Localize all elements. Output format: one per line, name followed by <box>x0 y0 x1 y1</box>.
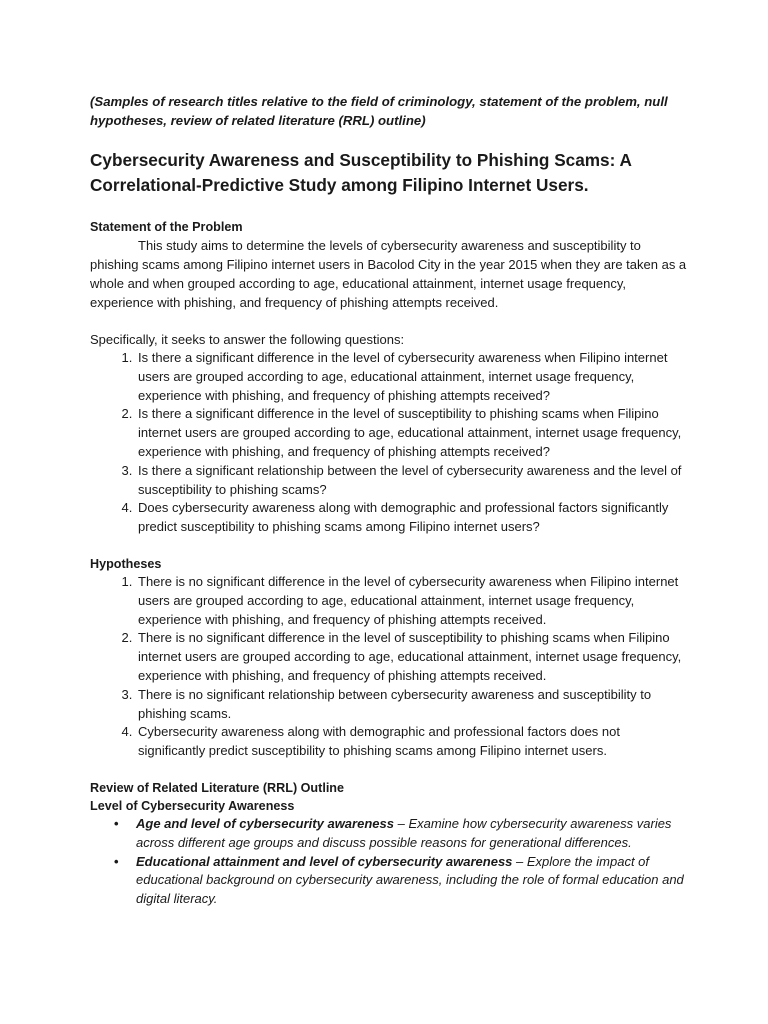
document-title: Cybersecurity Awareness and Susceptibility to Phishing Scams: A Correlational-Predictive Study among Filipino Internet Users. <box>90 150 632 195</box>
list-item: 3. Is there a significant relationship between the level of cybersecurity awareness and the level of susceptibility to phishing scams? <box>136 462 688 500</box>
rrl-heading: Review of Related Literature (RRL) Outline <box>90 780 345 795</box>
hypotheses-heading: Hypotheses <box>90 556 162 571</box>
intro-note: (Samples of research titles relative to the field of criminology, statement of the problem, null hypotheses, review of related literature (RRL) outline) <box>90 94 668 128</box>
list-item: 2. There is no significant difference in the level of susceptibility to phishing scams when Filipino internet users are grouped according to age, educational attainment, internet usage frequency, experience with phishing, and frequency of phishing attempts received. <box>136 629 688 685</box>
list-item: 2. Is there a significant difference in the level of susceptibility to phishing scams when Filipino internet users are grouped according to age, educational attainment, internet usage frequency, experience with phishing, and frequency of phishing attempts received? <box>136 405 688 461</box>
spacer <box>90 761 688 779</box>
questions-list <box>90 349 688 537</box>
list-item: 1. Is there a significant difference in the level of cybersecurity awareness when Filipino internet users are grouped according to age, educational attainment, internet usage frequency, experience with phishing, and frequency of phishing attempts received? <box>136 349 688 405</box>
rrl-item-dash: – <box>512 853 527 869</box>
bullet-icon: • <box>114 853 119 869</box>
list-item: 4. Cybersecurity awareness along with demographic and professional factors does not significantly predict susceptibility to phishing scams among Filipino internet users. <box>136 723 688 761</box>
spacer <box>90 312 688 330</box>
rrl-item-text: Examine how cybersecurity awareness varies across different age groups and discuss possible reasons for generational differences. <box>136 815 672 850</box>
list-item: 4. Does cybersecurity awareness along with demographic and professional factors significantly predict susceptibility to phishing scams among Filipino internet users? <box>136 499 688 537</box>
rrl-item-head: Educational attainment and level of cybersecurity awareness <box>136 853 513 869</box>
rrl-subheading: Level of Cybersecurity Awareness <box>90 798 295 813</box>
rrl-section <box>90 779 688 909</box>
statement-heading: Statement of the Problem <box>90 220 243 234</box>
statement-of-problem-section <box>90 218 688 537</box>
rrl-list <box>90 815 688 909</box>
hypotheses-list <box>90 573 688 761</box>
bullet-icon: • <box>114 815 119 831</box>
questions-lead: Specifically, it seeks to answer the following questions: <box>90 332 405 347</box>
hypotheses-section <box>90 555 688 761</box>
statement-paragraph: This study aims to determine the levels of cybersecurity awareness and susceptibility to phishing scams among Filipino internet users in Bacolod City in the year 2015 when they are taken as a whole and when grouped according to age, educational attainment, internet usage frequency, experience with phishing, and frequency of phishing attempts received. <box>90 238 687 310</box>
rrl-item-head: Age and level of cybersecurity awareness <box>136 815 394 831</box>
list-item: 1. There is no significant difference in the level of cybersecurity awareness when Filipino internet users are grouped according to age, educational attainment, internet usage frequency, experience with phishing, and frequency of phishing attempts received. <box>136 573 688 629</box>
rrl-item-text: Explore the impact of educational background on cybersecurity awareness, including the role of formal education and digital literacy. <box>136 853 684 907</box>
list-item <box>114 815 688 853</box>
list-item <box>114 853 688 909</box>
list-item: 3. There is no significant relationship between cybersecurity awareness and susceptibility to phishing scams. <box>136 686 688 724</box>
rrl-item-dash: – <box>393 815 409 831</box>
spacer <box>90 537 688 555</box>
